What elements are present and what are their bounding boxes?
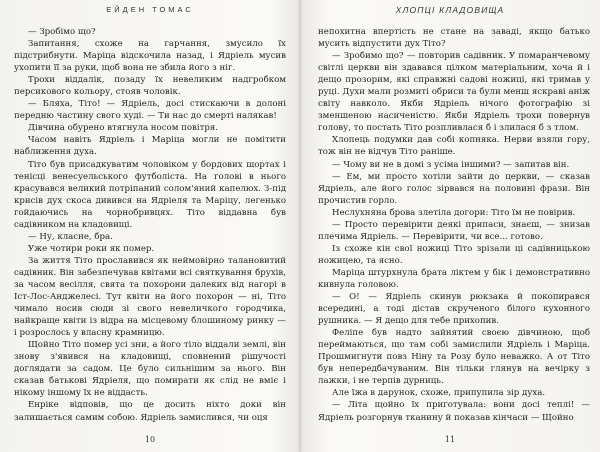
paragraph: непохитна впертість не стане на заваді, якщо батько мусить відпустити дух Тіто?	[318, 27, 590, 50]
paragraph: Часом навіть Ядріель і Маріца могли не помітити наближення духа.	[14, 135, 286, 158]
paragraph: Але їжа в дарунок, схоже, припупила зір духа.	[332, 388, 546, 399]
paragraph: За життя Тіто прославився як неймовірно талановитий садівник. Він забезпечував квітами всі святкування брухів, за часом весілля, свята та похорони далеких від нагорі в Іст-Лос-Анджелесі. Тут квіти на його похорон — ні, Тіто чимало носив сюди зі свого невеличкого городчика, найкраще квіти із відра на місцевому блошиному ринку — і розрослось у власну крамницю.	[14, 255, 286, 339]
page-number-left: 10	[144, 435, 156, 444]
paragraph: Із схоже кін свої ножиці Тіто зрізали ці садівницькою ножицею, та ясно.	[318, 243, 590, 266]
right-page-text	[318, 26, 590, 424]
paragraph: Щойно Тіто помер усі зни, а його тіло віддали землі, він знову з'явився на кладовищі, сповнений рішучості доглядати за садом. Це було сильнішим за нього. Він сказав батькові Ядріеля, що помирати як слід не вміє і нікому іншому їх не віддасть.	[14, 340, 286, 399]
page-number-right: 11	[444, 435, 456, 444]
paragraph: Тіто був присадкуватим чоловіком у бордових шортах і тенісці венесуельського футболіста. На голові в нього красувався великий потріпаний солом'яний капелюх. З-під крисів дух скоса дивився на Ядріеля та Маріцу, легенько гойдаючись на чорнобривцях. Тіто віддавна був садівником на кладовищі.	[14, 159, 286, 230]
paragraph: — О! — Ядріель скинув рюкзака й покопирався всередині, а тоді дістав скрученого білого кухонного рушника. — Я дещо для тебе прихопив.	[318, 292, 590, 327]
paragraph: — Бляха, Тіто! — Ядріель, досі стискаючи в долоні передню частину свого худі. — Ти нас до смерті налякав!	[14, 99, 286, 122]
paragraph: Неслухняна брова злетіла догори: Тіто їм не повірив.	[332, 207, 576, 218]
paragraph: — Літа щойно їх приготувала: вони досі теплі! — Ядріель розгорнув тканину й показав кінчаси — Щойно	[318, 400, 590, 423]
running-head-title: ХЛОПЦІ КЛАДОВИЩА	[395, 5, 505, 15]
paragraph: — Зробимо що? — повторив садівник. У помаранчевому світлі церкви він здавався цілком матеріальним, хоча й і дещо прозорим, які справжні садові ножиці, які тримав у руці. Духи мали розмиті обриси та були менш яскраві аніж світу навколо. Якби Ядріель нічого фотографію зі зменшеною насиченістю. Якби Ядріель трохи повернув голову, то постать Тіто розпливлася б і злилася б з тлом.	[318, 51, 590, 134]
paragraph: — Зробімо що?	[28, 27, 96, 37]
paragraph: Феліпе був надто зайнятий своєю дівчиною, щоб переймаються, що там собі замислили Ядріель і Маріца. Прошмигнути повз Ніну та Розу було неважко. А от Тіто був непередбачуваним. Він тільки глянув на вечірку з лажки, і не терпів дурниць.	[318, 328, 590, 387]
right-page	[300, 0, 600, 452]
paragraph: — Ну, класне, бра.	[28, 231, 113, 242]
paragraph: Трохи віддалік, позаду їх невеликим надгробком персикового кольору, стояв чоловік.	[14, 75, 286, 98]
paragraph: Енріке відповів, що це досить ніхто доки він залишається самим собою. Ядріель замислився, чи оця	[14, 400, 286, 423]
paragraph: Уже чотири роки як помер.	[28, 243, 155, 254]
paragraph: — Просто перевірити деякі припаси, знаєш, — знизав плечима Ядріель. — Перевірити, чи все... готово.	[318, 219, 590, 242]
paragraph: Маріца штурхнула брата ліктем у бік і демонстративно кивнула головою.	[318, 267, 590, 290]
paragraph: Запитання, схоже на гарчання, змусило їх підстрибнути. Маріца відскочила назад, і Ядріель мусив ухопити її за руки, щоб вона не збила його з ніг.	[14, 39, 286, 74]
paragraph: Хлопець подумки дав собі копняка. Нерви взяли гору, тож він не відчув Тіто раніше.	[318, 135, 590, 158]
paragraph: — Чому ви не в домі з усіма іншими? — запитав він.	[332, 159, 570, 170]
paragraph: Дівчина обурено втягнула носом повітря.	[28, 123, 219, 134]
running-head-author: ЕЙДЕН ТОМАС	[106, 5, 194, 14]
paragraph: — Ем, ми просто хотіли зайти до церкви, — сказав Ядріель, але його голос зірвався на половині фрази. Він прочистив горло.	[318, 171, 590, 206]
left-page-text	[14, 26, 286, 424]
